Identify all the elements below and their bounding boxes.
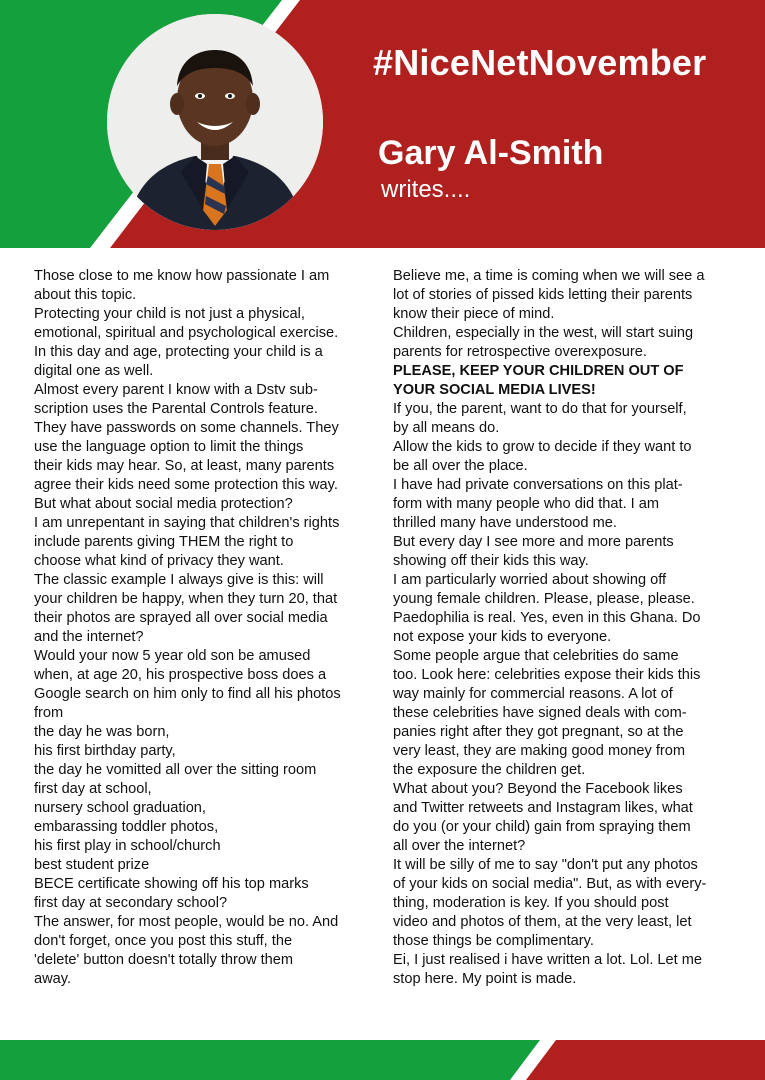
author-portrait [107,14,323,230]
article-line: choose what kind of privacy they want. [34,553,284,569]
article-line: If you, the parent, want to do that for yourself, [393,401,687,417]
article-line: way mainly for commercial reasons. A lot of [393,686,673,702]
article-right-column [393,267,733,989]
article-line: by all means do. [393,420,500,436]
article-line: PLEASE, KEEP YOUR CHILDREN OUT OF [393,363,684,379]
article-line: first day at school, [34,781,152,797]
article-line: They have passwords on some channels. They [34,420,339,436]
article-line: Would your now 5 year old son be amused [34,648,311,664]
article-line: thing, moderation is key. If you should post [393,895,669,911]
article-line: I am unrepentant in saying that children's rights [34,515,340,531]
author-name: Gary Al-Smith [378,134,604,172]
article-line: not expose your kids to everyone. [393,629,612,645]
article-line: Google search on him only to find all his photos [34,686,341,702]
article-line: agree their kids need some protection this way. [34,477,338,493]
article-line: YOUR SOCIAL MEDIA LIVES! [393,382,596,398]
article-line: It will be silly of me to say "don't put any photos [393,857,698,873]
article-line: from [34,705,64,721]
article-line: all over the internet? [393,838,526,854]
article-line: don't forget, once you post this stuff, the [34,933,293,949]
article-line: Almost every parent I know with a Dstv sub- [34,382,318,398]
article-line: do you (or your child) gain from spraying them [393,819,691,835]
portrait-illustration [107,14,323,230]
article-line: Those close to me know how passionate I am [34,268,330,284]
article-line: the exposure the children get. [393,762,586,778]
article-line: know their piece of mind. [393,306,555,322]
article-line: BECE certificate showing off his top marks [34,876,309,892]
article-line: these celebrities have signed deals with com- [393,705,687,721]
article-line: form with many people who did that. I am [393,496,660,512]
article-line: panies right after they got pregnant, so at the [393,724,684,740]
article-line: their photos are sprayed all over social media [34,610,328,626]
article-line: 'delete' button doesn't totally throw them [34,952,294,968]
footer-stripe [0,1040,765,1080]
article-line: Ei, I just realised i have written a lot. Lol. Let me [393,952,703,968]
article-line: the day he was born, [34,724,170,740]
article-line: What about you? Beyond the Facebook likes [393,781,683,797]
article-line: best student prize [34,857,150,873]
campaign-hashtag: #NiceNetNovember [373,42,707,83]
article-line: Believe me, a time is coming when we will see a [393,268,705,284]
article-line: Children, especially in the west, will start suing [393,325,694,341]
article-line: his first birthday party, [34,743,176,759]
article-line: use the language option to limit the things [34,439,304,455]
article-line: be all over the place. [393,458,528,474]
article-line: too. Look here: celebrities expose their kids this [393,667,701,683]
article-line: The answer, for most people, would be no. And [34,914,339,930]
article-line: scription uses the Parental Controls feature. [34,401,318,417]
article-line: emotional, spiritual and psychological exercise. [34,325,339,341]
article-line: Some people argue that celebrities do same [393,648,679,664]
article-line: those things be complimentary. [393,933,594,949]
article-line: embarassing toddler photos, [34,819,219,835]
article-line: thrilled many have understood me. [393,515,617,531]
article-line: include parents giving THEM the right to [34,534,294,550]
article-line: nursery school graduation, [34,800,206,816]
article-line: But every day I see more and more parents [393,534,674,550]
article-line: of your kids on social media". But, as with every- [393,876,707,892]
article-line: first day at secondary school? [34,895,228,911]
article-line: and the internet? [34,629,144,645]
article-line: The classic example I always give is this: will [34,572,324,588]
article-line: and Twitter retweets and Instagram likes, what [393,800,693,816]
article-line: when, at age 20, his prospective boss does a [34,667,327,683]
footer-green-panel [0,1040,540,1080]
article-line: Paedophilia is real. Yes, even in this Ghana. Do [393,610,701,626]
article-line: parents for retrospective overexposure. [393,344,647,360]
article-line: your children be happy, when they turn 20, that [34,591,338,607]
article-line: In this day and age, protecting your child is a [34,344,323,360]
article-line: I am particularly worried about showing off [393,572,667,588]
author-byline: writes.... [381,176,471,203]
article-line: their kids may hear. So, at least, many parents [34,458,335,474]
article-line: Protecting your child is not just a physical, [34,306,305,322]
article-line: lot of stories of pissed kids letting their parents [393,287,693,303]
article-line: about this topic. [34,287,137,303]
article-line: Allow the kids to grow to decide if they want to [393,439,692,455]
article-line: digital one as well. [34,363,154,379]
article-line: video and photos of them, at the very least, let [393,914,692,930]
article-line: stop here. My point is made. [393,971,577,987]
article-left-column [34,267,374,989]
article-line: the day he vomitted all over the sitting room [34,762,317,778]
article-line: very least, they are making good money from [393,743,686,759]
article-line: But what about social media protection? [34,496,293,512]
article-line: away. [34,971,72,987]
article-line: young female children. Please, please, please. [393,591,695,607]
article-line: I have had private conversations on this plat- [393,477,683,493]
article-line: his first play in school/church [34,838,221,854]
article-line: showing off their kids this way. [393,553,589,569]
